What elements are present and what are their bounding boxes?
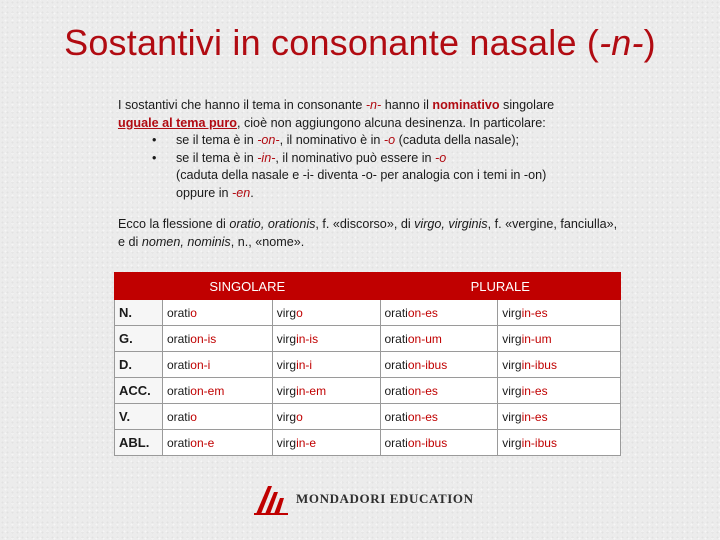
word-stem: virg (502, 409, 522, 424)
word-stem: orati (166, 383, 191, 398)
word-stem: virg (502, 383, 522, 398)
form-cell (498, 378, 621, 404)
word-ending: on-ibus (407, 435, 448, 450)
case-label: D. (115, 352, 163, 378)
word-ending: in-es (521, 383, 548, 398)
word-ending: on-ibus (407, 357, 448, 372)
form-cell (162, 378, 272, 404)
page-title: Sostantivi in consonante nasale (-n-) (64, 22, 656, 63)
flexion-paragraph: Ecco la flessione di oratio, orationis, f. «discorso», di virgo, virginis, f. «vergine, fanciulla», e di nomen, nominis, n., «nome». (118, 217, 618, 249)
bullet-icon: • (152, 150, 157, 165)
bullet-item-on: • se il tema è in -on-, il nominativo è in -o (caduta della nasale); (118, 132, 618, 150)
form-cell (380, 300, 498, 326)
word-stem: orati (384, 305, 408, 320)
word-ending: on-e (190, 435, 215, 450)
form-cell (162, 430, 272, 456)
word-stem: orati (166, 409, 191, 424)
case-label: ABL. (115, 430, 163, 456)
form-cell (272, 326, 380, 352)
word-ending: on-i (190, 357, 211, 372)
word-ending: in-is (296, 331, 319, 346)
table-header-row (115, 273, 621, 300)
word-ending: in-um (521, 331, 552, 346)
form-cell (272, 378, 380, 404)
word-stem: virg (502, 331, 522, 346)
case-label: G. (115, 326, 163, 352)
form-cell (162, 300, 272, 326)
intro-line-2: uguale al tema puro, cioè non aggiungono alcuna desinenza. In particolare: (118, 115, 546, 130)
form-cell (162, 326, 272, 352)
form-cell (498, 300, 621, 326)
word-ending: in-em (296, 383, 327, 398)
word-stem: orati (166, 305, 191, 320)
word-stem: virg (502, 305, 522, 320)
word-stem: orati (384, 435, 408, 450)
form-cell (380, 326, 498, 352)
word-stem: orati (384, 383, 408, 398)
intro-paragraph (118, 97, 618, 203)
case-label: ACC. (115, 378, 163, 404)
word-ending: in-es (521, 409, 548, 424)
table-row (115, 300, 621, 326)
word-ending: in-ibus (521, 435, 557, 450)
word-stem: virg (276, 383, 297, 398)
bullet-item-in: • se il tema è in -in-, il nominativo può essere in -o (118, 150, 618, 168)
bullet-icon: • (152, 133, 157, 148)
table-row (115, 404, 621, 430)
word-stem: orati (166, 331, 191, 346)
header-singular: SINGOLARE (115, 273, 381, 300)
word-stem: orati (384, 409, 408, 424)
word-stem: orati (384, 357, 408, 372)
bullet-continuation-2: oppure in -en. (176, 185, 254, 200)
publisher-logo (252, 480, 482, 516)
word-ending: in-es (521, 305, 548, 320)
word-stem: virg (502, 357, 522, 372)
form-cell (162, 404, 272, 430)
word-ending: on-is (190, 331, 217, 346)
table-row (115, 430, 621, 456)
word-ending: in-e (296, 435, 317, 450)
form-cell (380, 404, 498, 430)
case-label: N. (115, 300, 163, 326)
table-row (115, 352, 621, 378)
word-ending: in-ibus (521, 357, 557, 372)
word-stem: virg (276, 357, 297, 372)
form-cell (498, 430, 621, 456)
case-label: V. (115, 404, 163, 430)
word-ending: o (190, 305, 197, 320)
word-ending: in-i (296, 357, 313, 372)
word-ending: on-es (407, 383, 438, 398)
mondadori-rose-icon (252, 480, 292, 516)
form-cell (272, 300, 380, 326)
table-row (115, 326, 621, 352)
word-ending: o (296, 305, 303, 320)
form-cell (380, 352, 498, 378)
form-cell (380, 378, 498, 404)
word-stem: virg (276, 435, 297, 450)
form-cell (272, 430, 380, 456)
word-ending: o (296, 409, 303, 424)
word-stem: virg (276, 331, 297, 346)
declension-table (114, 272, 621, 456)
word-ending: on-es (407, 409, 438, 424)
bullet-continuation-1: (caduta della nasale e -i- diventa -o- per analogia con i temi in -on) (176, 168, 547, 183)
word-stem: virg (502, 435, 522, 450)
brand-name: MONDADORI EDUCATION (296, 491, 474, 506)
form-cell (498, 352, 621, 378)
intro-line-1: I sostantivi che hanno il tema in consonante -n- hanno il nominativo singolare (118, 98, 555, 112)
word-ending: on-em (190, 383, 225, 398)
word-ending: on-es (407, 305, 438, 320)
word-stem: orati (166, 357, 191, 372)
table-body (115, 300, 621, 456)
word-ending: on-um (407, 331, 442, 346)
form-cell (498, 326, 621, 352)
header-plural: PLURALE (380, 273, 621, 300)
word-stem: virg (276, 305, 297, 320)
form-cell (380, 430, 498, 456)
form-cell (162, 352, 272, 378)
word-stem: orati (384, 331, 408, 346)
form-cell (272, 352, 380, 378)
form-cell (272, 404, 380, 430)
word-stem: orati (166, 435, 191, 450)
table-row (115, 378, 621, 404)
word-ending: o (190, 409, 197, 424)
form-cell (498, 404, 621, 430)
word-stem: virg (276, 409, 297, 424)
